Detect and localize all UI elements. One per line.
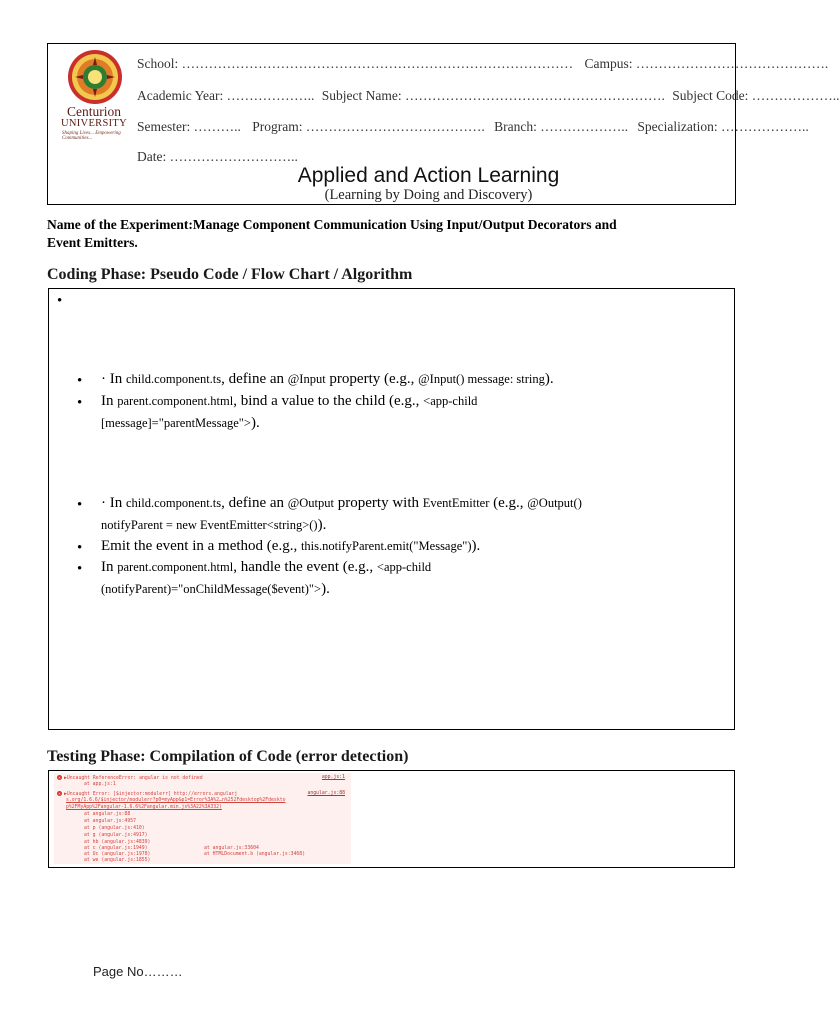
console-stack-line: at we (angular.js:1855) (84, 858, 151, 863)
console-error-url-line[interactable]: p%2FMyApp%2Fangular-1.6.6%2Fangular.min.js%3A22%3A332) (66, 805, 222, 810)
bullet-output-property: · In child.component.ts, define an @Output property with EventEmitter (e.g., @Output() (101, 495, 582, 511)
console-stack-line: at angular.js:4957 (84, 819, 136, 824)
campus-field: Campus: ……………………………………. (584, 56, 829, 71)
console-stack-line: at HTMLDocument.b (angular.js:3468) (204, 852, 306, 857)
document-title: Applied and Action Learning (297, 164, 560, 187)
experiment-name (47, 216, 737, 252)
empty-bullet: • (57, 293, 63, 309)
bullet-emit-event: Emit the event in a method (e.g., this.notifyParent.emit("Message")). (101, 538, 481, 554)
console-stack-line: at angular.js:88 (84, 812, 131, 817)
bullet-input-property: · In child.component.ts, define an @Input property (e.g., @Input() message: string). (101, 371, 554, 387)
console-stack-line: at c (angular.js:1949) (84, 846, 148, 851)
specialization-field: Specialization: ……………….. (637, 119, 809, 134)
console-error-1: ▶Uncaught ReferenceError: angular is not defined (64, 776, 203, 781)
console-stack-line: at hb (angular.js:4839) (84, 840, 151, 845)
bullet-icon: • (77, 561, 83, 577)
bullet-bind-value-cont: [message]="parentMessage">). (101, 415, 260, 431)
academic-year-field: Academic Year: ……………….. (137, 88, 315, 103)
testing-phase-box (48, 770, 735, 868)
error-icon: × (58, 775, 61, 780)
university-seal-icon (67, 49, 123, 105)
experiment-name-line-1: Name of the Experiment:Manage Component Communication Using Input/Output Decorators and (47, 217, 617, 232)
bullet-icon: • (77, 497, 83, 513)
logo-name: Centurion (67, 104, 121, 119)
console-error-screenshot (54, 773, 351, 864)
bullet-icon: • (77, 395, 83, 411)
console-stack-line: at angular.js:33604 (204, 846, 259, 851)
header-box (47, 43, 839, 205)
school-field: School: …………………………………………………………………………… (137, 56, 574, 71)
experiment-name-line-2: Event Emitters. (47, 235, 138, 250)
console-stack-line: at app.js:1 (84, 782, 116, 787)
header-row-1 (137, 56, 828, 76)
bullet-handle-event: In parent.component.html, handle the event (e.g., <app-child (101, 559, 432, 575)
bullet-bind-value: In parent.component.html, bind a value to the child (e.g., <app-child (101, 393, 478, 409)
logo-university: UNIVERSITY (61, 118, 127, 129)
console-stack-line: at g (angular.js:4917) (84, 833, 148, 838)
bullet-output-property-cont: notifyParent = new EventEmitter<string>()). (101, 517, 327, 533)
date-field: Date: ……………………….. (137, 149, 298, 164)
header-row-3 (137, 119, 809, 139)
error-icon: × (58, 791, 61, 796)
console-error-2: ▶Uncaught Error: [$injector:modulerr] http://errors.angularj (64, 792, 238, 797)
page-number: Page No……… (93, 964, 183, 979)
university-logo (58, 49, 130, 189)
header-row-2 (137, 88, 839, 108)
console-stack-line: at p (angular.js:410) (84, 826, 145, 831)
semester-field: Semester: ……….. (137, 119, 241, 134)
console-source-link[interactable]: angular.js:88 (307, 791, 345, 796)
branch-field: Branch: ……………….. (494, 119, 628, 134)
console-stack-line: at Uc (angular.js:1970) (84, 852, 151, 857)
program-field: Program: …………………………………. (252, 119, 485, 134)
testing-phase-heading: Testing Phase: Compilation of Code (error detection) (47, 748, 409, 765)
coding-phase-box (48, 288, 735, 730)
console-source-link[interactable]: app.js:1 (321, 775, 345, 780)
subject-name-field: Subject Name: …………………………………………………. (321, 88, 665, 103)
coding-phase-heading: Coding Phase: Pseudo Code / Flow Chart / Algorithm (47, 266, 413, 283)
bullet-handle-event-cont: (notifyParent)="onChildMessage($event)">). (101, 581, 330, 597)
console-error-url-line[interactable]: s.org/1.6.6/$injector/modulerr?p0=myApp&p1=Error%3A%2…n%252Fdesktop%2Fdeskto (66, 798, 286, 803)
bullet-icon: • (77, 373, 83, 389)
subject-code-field: Subject Code: ……………….. (672, 88, 839, 103)
document-subtitle: (Learning by Doing and Discovery) (324, 187, 533, 203)
logo-tagline: Shaping Lives... Empowering Communities... (62, 131, 121, 141)
bullet-icon: • (77, 540, 83, 556)
